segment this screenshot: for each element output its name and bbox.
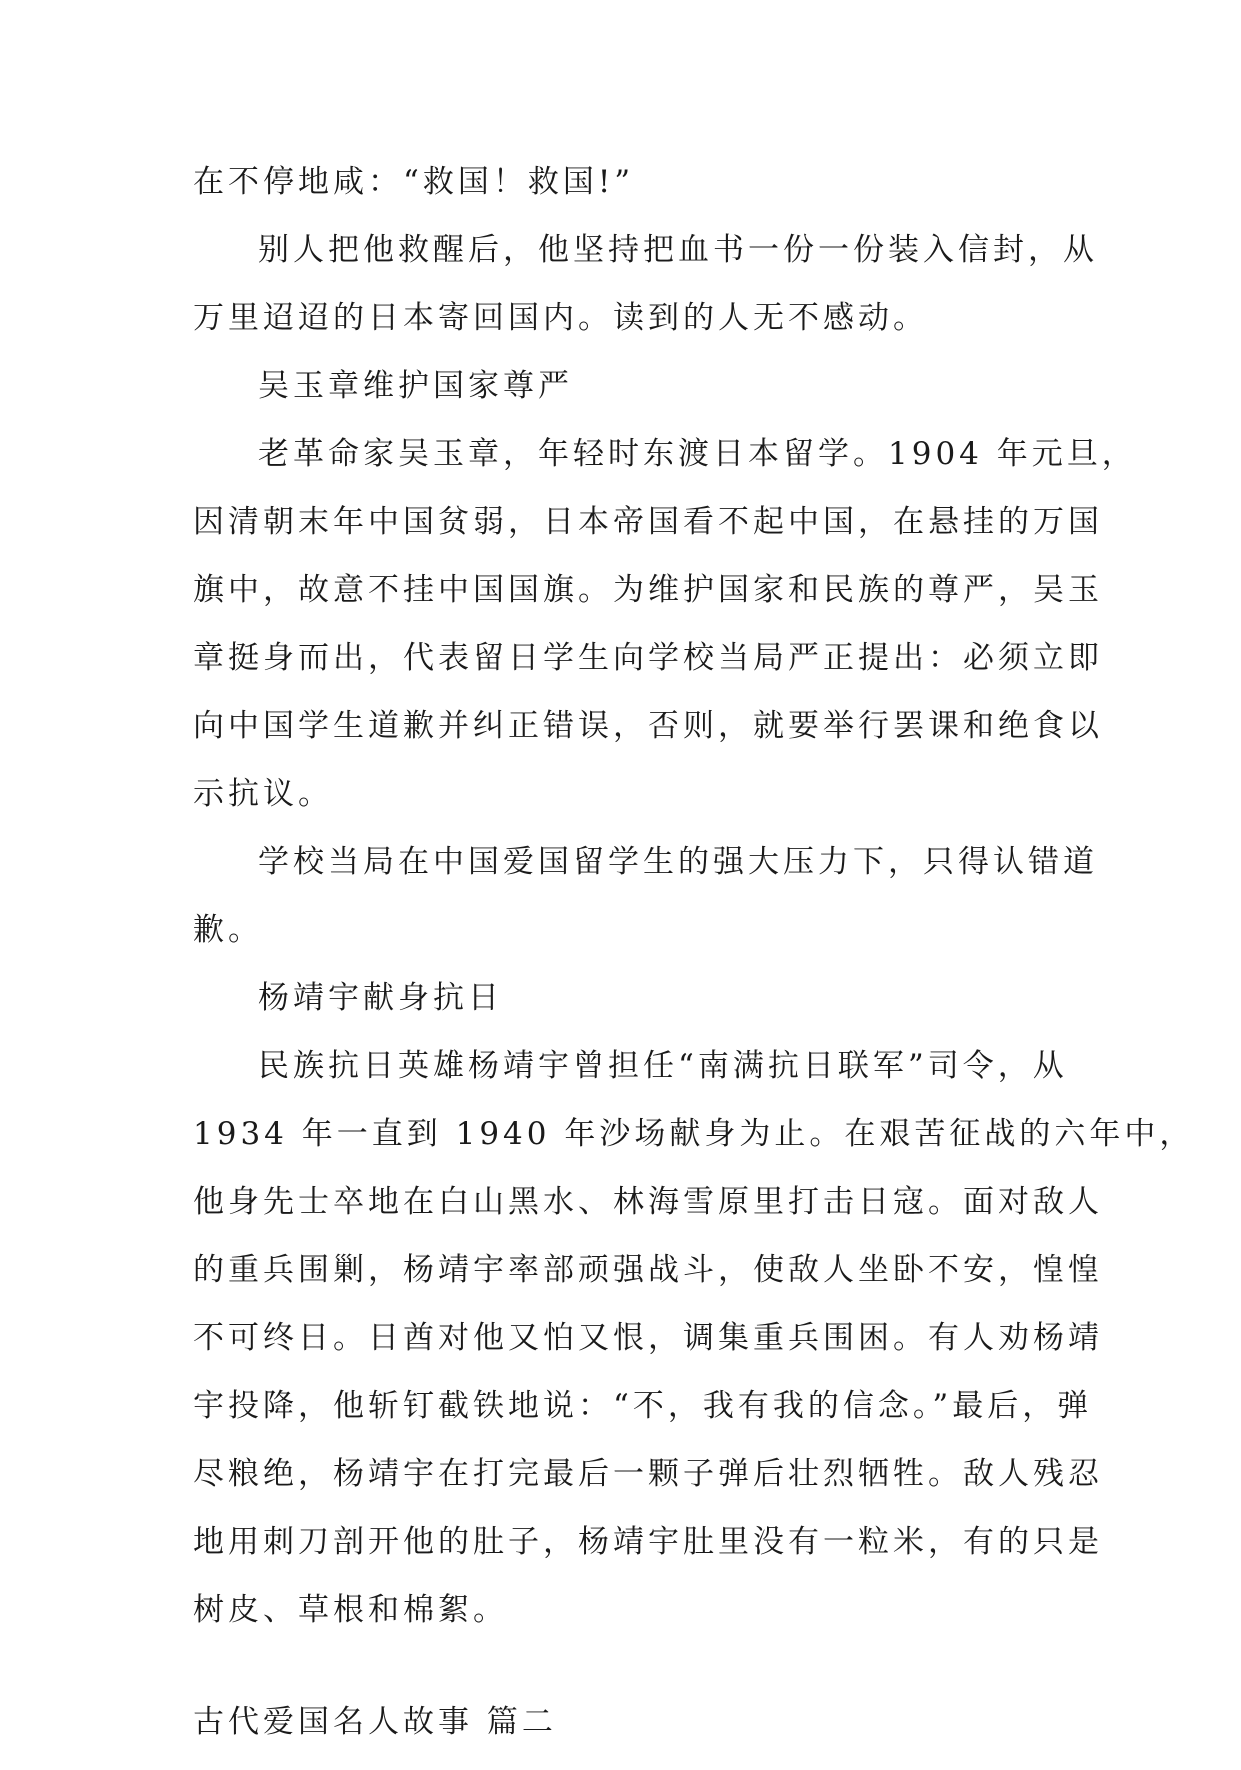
section-heading: 古代爱国名人故事 篇二	[193, 1704, 557, 1740]
text-line: 示抗议。	[193, 776, 333, 812]
text-line: 因清朝末年中国贫弱，日本帝国看不起中国，在悬挂的万国	[193, 504, 1103, 540]
text-line: 杨靖宇献身抗日	[258, 980, 503, 1016]
text-line: 旗中，故意不挂中国国旗。为维护国家和民族的尊严，吴玉	[193, 572, 1103, 608]
text-line: 歉。	[193, 912, 263, 948]
text-line: 不可终日。日酋对他又怕又恨，调集重兵围困。有人劝杨靖	[193, 1320, 1103, 1356]
text-line: 章挺身而出，代表留日学生向学校当局严正提出：必须立即	[193, 640, 1103, 676]
text-line: 在不停地咸：“救国！救国!”	[193, 164, 635, 200]
text-line: 1934 年一直到 1940 年沙场献身为止。在艰苦征战的六年中，	[193, 1116, 1195, 1152]
text-line: 树皮、草根和棉絮。	[193, 1592, 508, 1628]
text-line: 他身先士卒地在白山黑水、林海雪原里打击日寇。面对敌人	[193, 1184, 1103, 1220]
text-line: 老革命家吴玉章，年轻时东渡日本留学。1904 年元旦，	[258, 436, 1137, 472]
text-line: 民族抗日英雄杨靖宇曾担任“南满抗日联军”司令，从	[258, 1048, 1068, 1084]
text-line: 的重兵围剿，杨靖宇率部顽强战斗，使敌人坐卧不安，惶惶	[193, 1252, 1103, 1288]
text-line: 尽粮绝，杨靖宇在打完最后一颗子弹后壮烈牺牲。敌人残忍	[193, 1456, 1103, 1492]
text-line: 宇投降，他斩钉截铁地说：“不，我有我的信念。”最后，弹	[193, 1388, 1093, 1424]
text-line: 别人把他救醒后，他坚持把血书一份一份装入信封，从	[258, 232, 1098, 268]
text-line: 万里迢迢的日本寄回国内。读到的人无不感动。	[193, 300, 928, 336]
document-body	[193, 162, 1195, 1630]
document-page	[193, 162, 1195, 1770]
text-line: 吴玉章维护国家尊严	[258, 368, 573, 404]
text-line: 地用刺刀剖开他的肚子，杨靖宇肚里没有一粒米，有的只是	[193, 1524, 1103, 1560]
text-line: 学校当局在中国爱国留学生的强大压力下，只得认错道	[258, 844, 1098, 880]
text-line: 向中国学生道歉并纠正错误，否则，就要举行罢课和绝食以	[193, 708, 1103, 744]
